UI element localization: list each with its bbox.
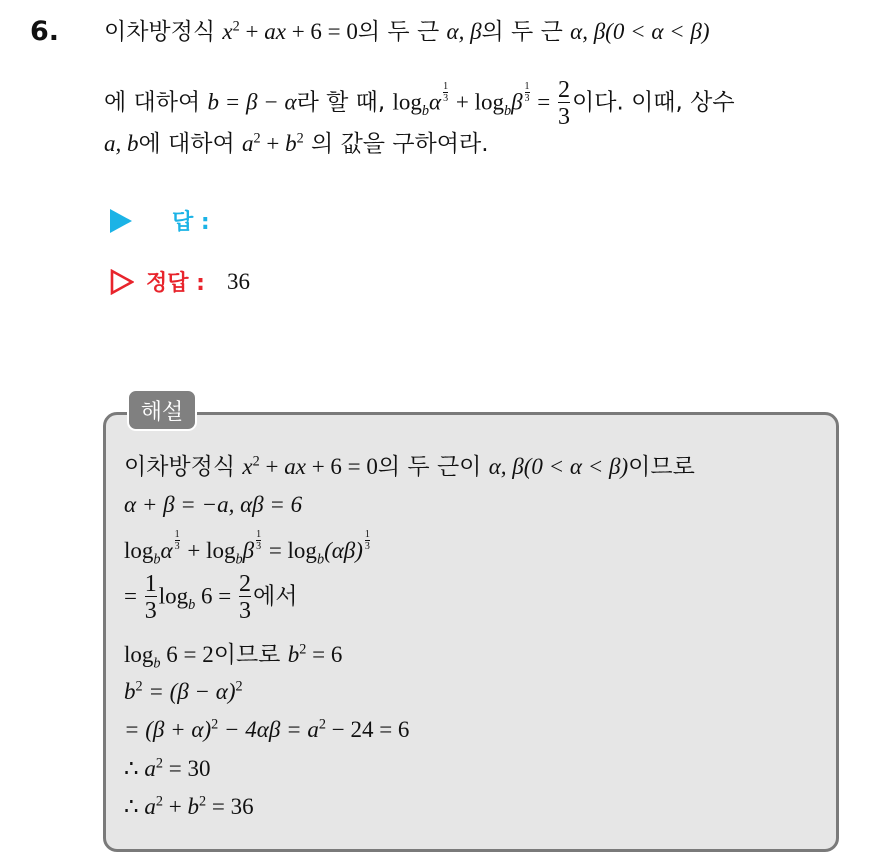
math-var: α, β [488, 454, 524, 479]
solution-text: 이므로 [628, 454, 695, 480]
numerator: 1 [364, 529, 370, 540]
problem-text: 에 대하여 [104, 89, 208, 116]
math-op: = 6 [306, 642, 343, 667]
math-var: β [511, 89, 523, 115]
log: log [124, 538, 154, 563]
exponent: 2 [299, 641, 307, 658]
math-expr: = (β − α) [142, 679, 236, 704]
math-op: + [260, 131, 286, 156]
solution-text: 에서 [252, 583, 298, 610]
problem-text: 의 두 근 [481, 19, 571, 45]
solution-tag: 해설 [127, 389, 197, 431]
numerator: 1 [144, 571, 157, 597]
math-op: = 36 [206, 794, 254, 819]
solution-line-4 [124, 572, 297, 623]
denominator: 3 [238, 598, 251, 624]
math-var: α, β [446, 19, 482, 44]
problem-text: 의 값을 구하여라. [303, 131, 489, 157]
log: log [474, 89, 504, 115]
log: log [392, 89, 422, 115]
problem-line-3 [104, 132, 489, 156]
exponent: 2 [318, 716, 326, 733]
math-var: ax [264, 19, 286, 44]
answer-row [110, 205, 210, 236]
fraction [239, 572, 251, 623]
math-condition: (0 < α < β) [605, 19, 710, 44]
exponent: 2 [211, 716, 219, 733]
problem-text: 이다. 이때, 상수 [572, 89, 735, 116]
log: log [124, 642, 154, 667]
exponent-fraction [443, 82, 448, 104]
exponent-fraction [256, 530, 261, 552]
math-var: α [429, 89, 442, 115]
numerator: 2 [558, 77, 571, 103]
exponent: 2 [135, 678, 143, 695]
exponent-fraction [175, 530, 180, 552]
fraction [558, 78, 570, 129]
solution-line-6 [124, 680, 243, 704]
math-op: + [181, 538, 207, 563]
solution-line-8 [124, 757, 211, 781]
denominator: 3 [364, 541, 370, 552]
math-var: x [242, 454, 253, 479]
log: log [206, 538, 236, 563]
problem-text: 에 대하여 [138, 131, 242, 157]
problem-number: 6. [30, 16, 60, 47]
solution-line-2: α + β = −a, αβ = 6 [124, 492, 303, 517]
math-var: a, b [104, 131, 139, 156]
exponent-fraction [365, 530, 370, 552]
math-expr: b = β − α [207, 89, 297, 115]
solution-line-1 [124, 455, 695, 479]
exponent: 2 [155, 793, 164, 810]
denominator: 3 [443, 92, 449, 104]
math-expr: = (β + α) [124, 717, 212, 742]
solution-line-9 [124, 795, 254, 819]
problem-text: 라 할 때, [296, 89, 393, 116]
math-var: b [124, 679, 136, 704]
problem-line-2 [104, 78, 735, 129]
denominator: 3 [524, 92, 530, 104]
math-var: a [144, 794, 156, 819]
problem-text: 의 두 근 [357, 19, 447, 45]
solution-text: 이므로 [213, 642, 288, 668]
denominator: 3 [174, 541, 180, 552]
denominator: 3 [256, 541, 262, 552]
denominator: 3 [144, 598, 157, 624]
math-op: 6 = 2 [160, 642, 214, 667]
math-var: ax [284, 454, 306, 479]
math-var: b [285, 131, 297, 156]
numerator: 1 [174, 529, 180, 540]
math-op: + 6 = 0 [285, 19, 358, 44]
denominator: 3 [558, 104, 571, 130]
outline-triangle-icon [110, 269, 134, 295]
correct-answer-value: 36 [226, 268, 250, 294]
exponent: 2 [252, 453, 260, 470]
solution-line-7 [124, 718, 409, 742]
log-base: b [503, 103, 512, 120]
solution-text: 의 두 근이 [377, 454, 489, 480]
log-base: b [153, 551, 161, 568]
math-op: + [239, 19, 265, 44]
math-op: + 6 = 0 [305, 454, 378, 479]
log: log [158, 583, 189, 609]
math-expr: (αβ) [324, 538, 363, 563]
math-op: = [263, 538, 288, 563]
math-op: = [531, 89, 557, 115]
solution-line-3 [124, 529, 372, 568]
solution-line-5 [124, 641, 343, 672]
problem-text: 이차방정식 [104, 19, 223, 45]
answer-label: 답 : [172, 210, 210, 235]
exponent: 2 [232, 18, 240, 35]
math-var: β [242, 538, 255, 563]
math-op: − 24 = 6 [325, 717, 410, 742]
play-triangle-icon [110, 209, 132, 233]
math-var: a [307, 717, 319, 742]
math-var: b [187, 794, 199, 819]
log-base: b [153, 655, 161, 672]
math-op: = [124, 583, 143, 609]
math-op: + [163, 794, 188, 819]
therefore-symbol: ∴ [124, 756, 145, 781]
exponent-fraction [525, 82, 530, 104]
math-var: α, β [570, 19, 606, 44]
math-var: a [144, 756, 156, 781]
log-base: b [421, 103, 429, 120]
exponent: 2 [235, 678, 243, 695]
exponent: 2 [199, 793, 207, 810]
solution-text: 이차방정식 [124, 454, 243, 480]
log: log [287, 538, 317, 563]
correct-answer-label: 정답 : [146, 271, 205, 296]
numerator: 1 [256, 529, 262, 540]
log-base: b [235, 551, 243, 568]
exponent: 2 [155, 755, 164, 772]
math-op: + [259, 454, 285, 479]
fraction [145, 572, 157, 623]
numerator: 1 [524, 80, 530, 92]
math-var: a [242, 131, 254, 156]
math-condition: (0 < α < β) [523, 454, 629, 479]
numerator: 1 [443, 80, 449, 92]
math-var: α [160, 538, 173, 563]
math-var: b [287, 642, 300, 667]
correct-answer-row [110, 266, 250, 297]
math-op: 6 = [195, 583, 237, 609]
math-op: + [450, 89, 475, 115]
numerator: 2 [238, 571, 251, 597]
log-base: b [316, 551, 325, 568]
log-base: b [188, 597, 196, 614]
exponent: 2 [296, 130, 304, 147]
exponent: 2 [253, 130, 261, 147]
therefore-symbol: ∴ [124, 794, 145, 819]
problem-line-1 [104, 20, 710, 44]
math-var: x [222, 19, 233, 44]
math-op: = 30 [163, 756, 211, 781]
math-expr: − 4αβ = [218, 717, 308, 742]
